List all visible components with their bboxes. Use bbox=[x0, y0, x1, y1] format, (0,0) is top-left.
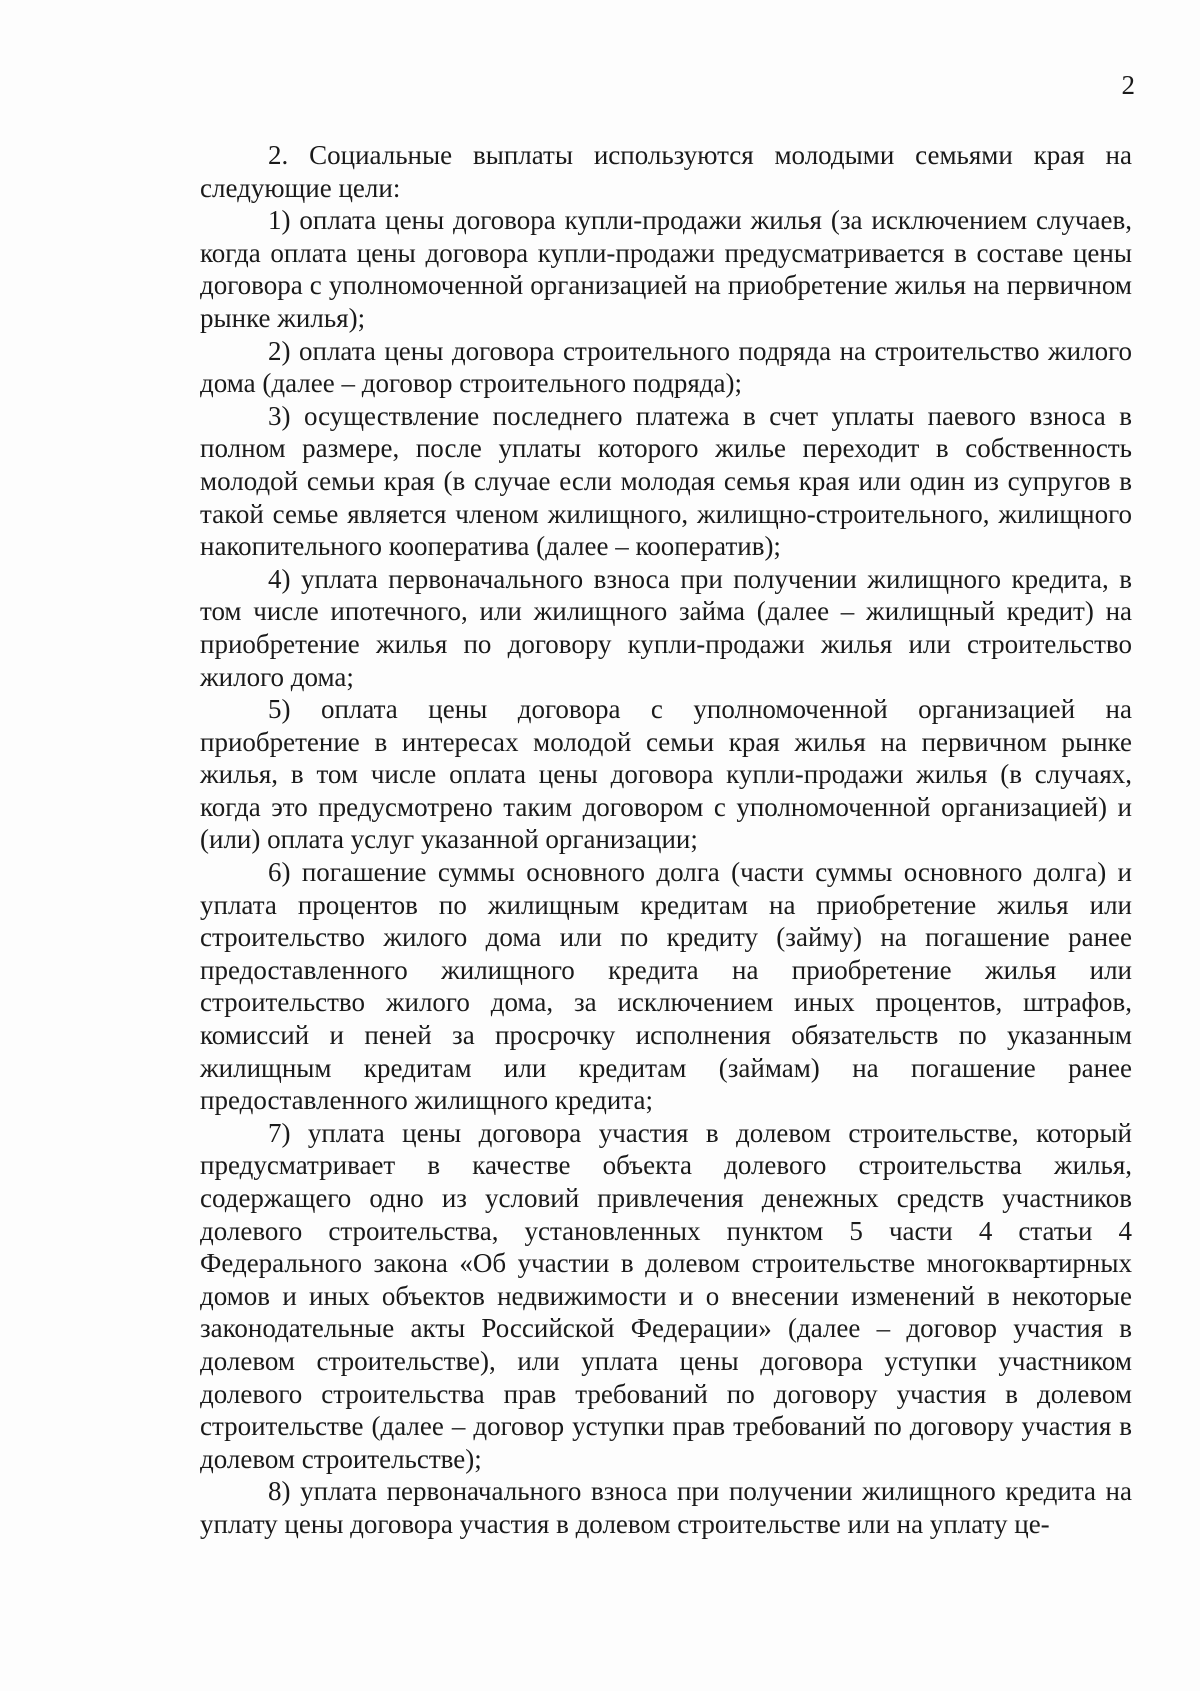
list-item-1: 1) оплата цены договора купли-продажи жилья (за исключением случаев, когда оплата цены договора купли-продажи предусматривается в составе цены договора с уполномоченной организацией на приобретение жилья на первичном рынке жилья); bbox=[200, 205, 1132, 333]
paragraph-intro: 2. Социальные выплаты используются молодыми семьями края на следующие цели: bbox=[200, 140, 1132, 203]
list-item-3: 3) осуществление последнего платежа в счет уплаты паевого взноса в полном размере, после уплаты которого жилье переходит в собственность молодой семьи края (в случае если молодая семья края или один из супругов в такой семье является членом жилищного, жилищно-строительного, жилищного накопительного кооператива (далее – кооператив); bbox=[200, 400, 1132, 562]
document-body bbox=[200, 139, 1132, 1541]
list-item-2: 2) оплата цены договора строительного подряда на строительство жилого дома (далее – договор строительного подряда); bbox=[200, 335, 1132, 399]
list-item-5: 5) оплата цены договора с уполномоченной организацией на приобретение в интересах молодой семьи края жилья на первичном рынке жилья, в том числе оплата цены договора купли-продажи жилья (в случаях, когда это предусмотрено таким договором с уполномоченной организацией) и (или) оплата услуг указанной организации; bbox=[200, 694, 1132, 855]
list-item-6: 6) погашение суммы основного долга (части суммы основного долга) и уплата процентов по жилищным кредитам на приобретение жилья или строительство жилого дома или по кредиту (займу) на погашение ранее предоставленного жилищного кредита на приобретение жилья или строительство жилого дома, за исключением иных процентов, штрафов, комиссий и пеней за просрочку исполнения обязательств по указанным жилищным кредитам или кредитам (займам) на погашение ранее предоставленного жилищного кредита; bbox=[200, 857, 1132, 1116]
page-number: 2 bbox=[1121, 70, 1135, 100]
list-item-8: 8) уплата первоначального взноса при получении жилищного кредита на уплату цены договора участия в долевом строительстве или на уплату це- bbox=[200, 1476, 1132, 1539]
list-item-7: 7) уплата цены договора участия в долевом строительстве, который предусматривает в качестве объекта долевого строительства жилья, содержащего одно из условий привлечения денежных средств участников долевого строительства, установленных пунктом 5 части 4 статьи 4 Федерального закона «Об участии в долевом строительстве многоквартирных домов и иных объектов недвижимости и о внесении изменений в некоторые законодательные акты Российской Федерации» (далее – договор участия в долевом строительстве), или уплата цены договора уступки участником долевого строительства прав требований по договору участия в долевом строительстве (далее – договор уступки прав требований по договору участия в долевом строительстве); bbox=[200, 1117, 1132, 1474]
list-item-4: 4) уплата первоначального взноса при получении жилищного кредита, в том числе ипотечного, или жилищного займа (далее – жилищный кредит) на приобретение жилья по договору купли-продажи жилья или строительство жилого дома; bbox=[200, 563, 1132, 692]
